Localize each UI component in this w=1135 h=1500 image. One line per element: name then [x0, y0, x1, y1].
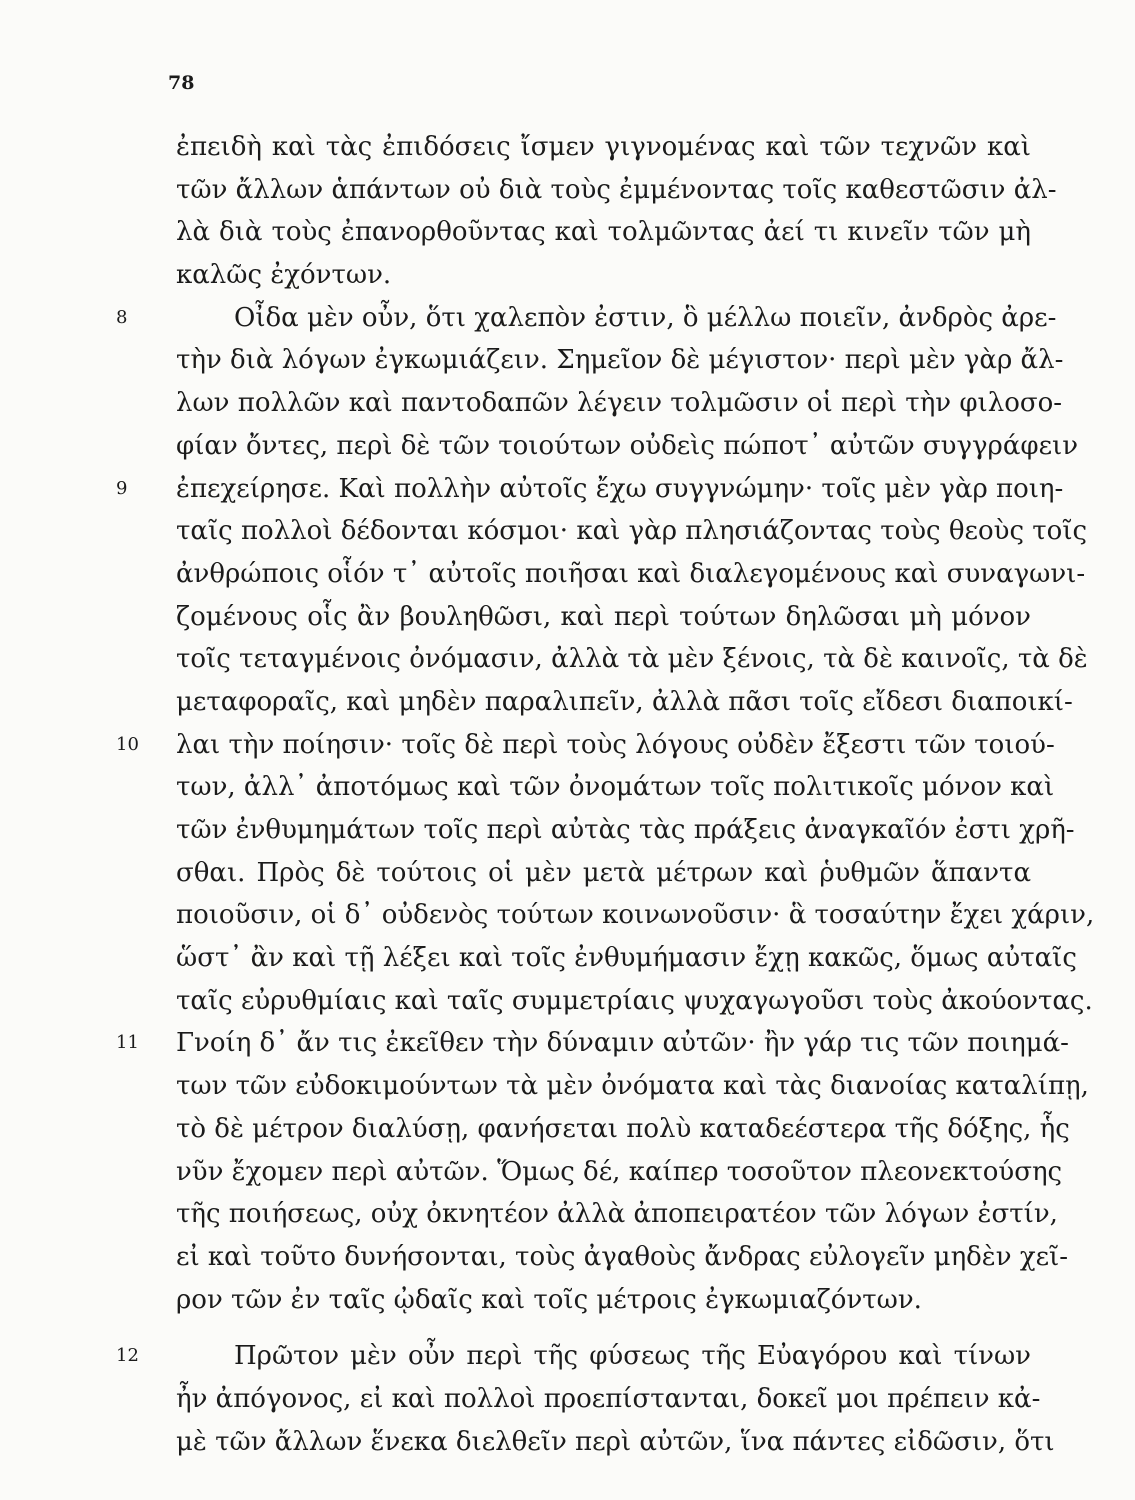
line-text: καλῶς ἐχόντων.: [176, 260, 392, 291]
text-line: [176, 596, 1031, 639]
text-line: [176, 254, 1031, 297]
line-text: Οἶδα μὲν οὖν, ὅτι χαλεπὸν ἐστιν, ὃ μέλλω ποιεῖν, ἀνδρὸς ἀρε-: [234, 302, 1057, 333]
text-line: [116, 1022, 1069, 1065]
line-text: λὰ διὰ τοὺς ἐπανορθοῦντας καὶ τολμῶντας ἀεί τι κινεῖν τῶν μὴ: [176, 217, 1031, 248]
line-text: Πρῶτον μὲν οὖν περὶ τῆς φύσεως τῆς Εὐαγόρου καὶ τίνων: [234, 1341, 1031, 1372]
section-number: 8: [116, 306, 128, 328]
line-text: νῦν ἔχομεν περὶ αὐτῶν. Ὅμως δέ, καίπερ τοσοῦτον πλεονεκτούσης: [176, 1156, 1063, 1187]
text-line: [176, 681, 1073, 724]
section-number: 10: [116, 733, 139, 755]
line-text: τὸ δὲ μέτρον διαλύσῃ, φανήσεται πολὺ καταδεέστερα τῆς δόξης, ἧς: [176, 1113, 1070, 1144]
text-line: [116, 468, 1064, 511]
line-text: μὲ τῶν ἄλλων ἕνεκα διελθεῖν περὶ αὐτῶν, ἵνα πάντες εἰδῶσιν, ὅτι: [176, 1426, 1055, 1457]
text-line: [176, 1108, 1070, 1151]
text-line: [176, 1421, 1055, 1464]
line-text: εἰ καὶ τοῦτο δυνήσονται, τοὺς ἀγαθοὺς ἄνδρας εὐλογεῖν μηδὲν χεῖ-: [176, 1241, 1069, 1272]
text-line: [176, 169, 1057, 212]
line-text: λων πολλῶν καὶ παντοδαπῶν λέγειν τολμῶσιν οἱ περὶ τὴν φιλοσο-: [176, 388, 1063, 419]
text-line: [116, 297, 1057, 340]
greek-text-body: [116, 126, 1095, 1463]
line-text: τῶν ἐνθυμημάτων τοῖς περὶ αὐτὰς τὰς πράξεις ἀναγκαῖόν ἐστι χρῆ-: [176, 815, 1075, 845]
text-line: [176, 766, 1055, 809]
line-text: ζομένους οἷς ἂν βουληθῶσι, καὶ περὶ τούτων δηλῶσαι μὴ μόνον: [176, 601, 1031, 632]
text-line: [116, 1335, 1031, 1378]
line-text: Γνοίη δ᾽ ἄν τις ἐκεῖθεν τὴν δύναμιν αὐτῶν· ἢν γάρ τις τῶν ποιημά-: [176, 1028, 1069, 1059]
line-text: ρον τῶν ἐν ταῖς ᾠδαῖς καὶ τοῖς μέτροις ἐγκωμιαζόντων.: [176, 1284, 922, 1315]
section-number: 9: [116, 477, 128, 499]
text-line: [176, 553, 1086, 596]
line-text: ἦν ἀπόγονος, εἰ καὶ πολλοὶ προεπίστανται, δοκεῖ μοι πρέπειν κἀ-: [176, 1383, 1041, 1414]
line-text: ταῖς εὐρυθμίαις καὶ ταῖς συμμετρίαις ψυχαγωγοῦσι τοὺς ἀκούοντας.: [176, 985, 1093, 1016]
text-line: [176, 1065, 1089, 1108]
text-line: [176, 211, 1031, 254]
line-text: φίαν ὄντες, περὶ δὲ τῶν τοιούτων οὐδεὶς πώποτ᾽ αὐτῶν συγγράφειν: [176, 430, 1079, 461]
line-text: λαι τὴν ποίησιν· τοῖς δὲ περὶ τοὺς λόγους οὐδὲν ἔξεστι τῶν τοιού-: [176, 729, 1055, 760]
text-line: [176, 1378, 1041, 1421]
line-text: ἀνθρώποις οἷόν τ᾽ αὐτοῖς ποιῆσαι καὶ διαλεγομένους καὶ συναγωνι-: [176, 558, 1086, 589]
text-line: [176, 126, 1031, 169]
text-line: [116, 724, 1055, 767]
line-text: σθαι. Πρὸς δὲ τούτοις οἱ μὲν μετὰ μέτρων καὶ ῥυθμῶν ἅπαντα: [176, 857, 1031, 888]
text-line: [176, 937, 1077, 980]
text-line: [176, 980, 1093, 1023]
text-line: [176, 894, 1095, 937]
text-line: [176, 638, 1088, 681]
text-line: [176, 1236, 1069, 1279]
line-text: τὴν διὰ λόγων ἐγκωμιάζειν. Σημεῖον δὲ μέγιστον· περὶ μὲν γὰρ ἄλ-: [176, 345, 1064, 376]
line-text: τῆς ποιήσεως, οὐχ ὀκνητέον ἀλλὰ ἀποπειρατέον τῶν λόγων ἐστίν,: [176, 1199, 1058, 1230]
line-text: των τῶν εὐδοκιμούντων τὰ μὲν ὀνόματα καὶ τὰς διανοίας καταλίπῃ,: [176, 1071, 1089, 1102]
text-line: [176, 1151, 1063, 1194]
line-text: ὥστ᾽ ἂν καὶ τῇ λέξει καὶ τοῖς ἐνθυμήμασιν ἔχῃ κακῶς, ὅμως αὐταῖς: [176, 943, 1077, 974]
line-text: ἐπειδὴ καὶ τὰς ἐπιδόσεις ἴσμεν γιγνομένας καὶ τῶν τεχνῶν καὶ: [176, 132, 1031, 162]
text-line: [176, 1193, 1058, 1236]
text-line: [176, 510, 1088, 553]
line-text: τῶν ἄλλων ἁπάντων οὐ διὰ τοὺς ἐμμένοντας τοῖς καθεστῶσιν ἀλ-: [176, 174, 1057, 205]
text-line: [176, 1279, 1031, 1322]
section-number: 11: [116, 1032, 139, 1054]
line-text: μεταφοραῖς, καὶ μηδὲν παραλιπεῖν, ἀλλὰ πᾶσι τοῖς εἴδεσι διαποικί-: [176, 686, 1073, 717]
line-text: ἐπεχείρησε. Καὶ πολλὴν αὐτοῖς ἔχω συγγνώμην· τοῖς μὲν γὰρ ποιη-: [176, 473, 1064, 504]
text-line: [176, 425, 1079, 468]
text-line: [176, 382, 1063, 425]
section-number: 12: [116, 1345, 139, 1367]
text-line: [176, 852, 1031, 895]
text-line: [176, 339, 1064, 382]
line-text: ταῖς πολλοὶ δέδονται κόσμοι· καὶ γὰρ πλησιάζοντας τοὺς θεοὺς τοῖς: [176, 516, 1088, 547]
text-line: [176, 809, 1075, 852]
page-number: 78: [168, 72, 195, 94]
line-text: των, ἀλλ᾽ ἀποτόμως καὶ τῶν ὀνομάτων τοῖς πολιτικοῖς μόνον καὶ: [176, 772, 1055, 803]
line-text: τοῖς τεταγμένοις ὀνόμασιν, ἀλλὰ τὰ μὲν ξένοις, τὰ δὲ καινοῖς, τὰ δὲ: [176, 644, 1088, 675]
line-text: ποιοῦσιν, οἱ δ᾽ οὐδενὸς τούτων κοινωνοῦσιν· ἃ τοσαύτην ἔχει χάριν,: [176, 900, 1095, 931]
